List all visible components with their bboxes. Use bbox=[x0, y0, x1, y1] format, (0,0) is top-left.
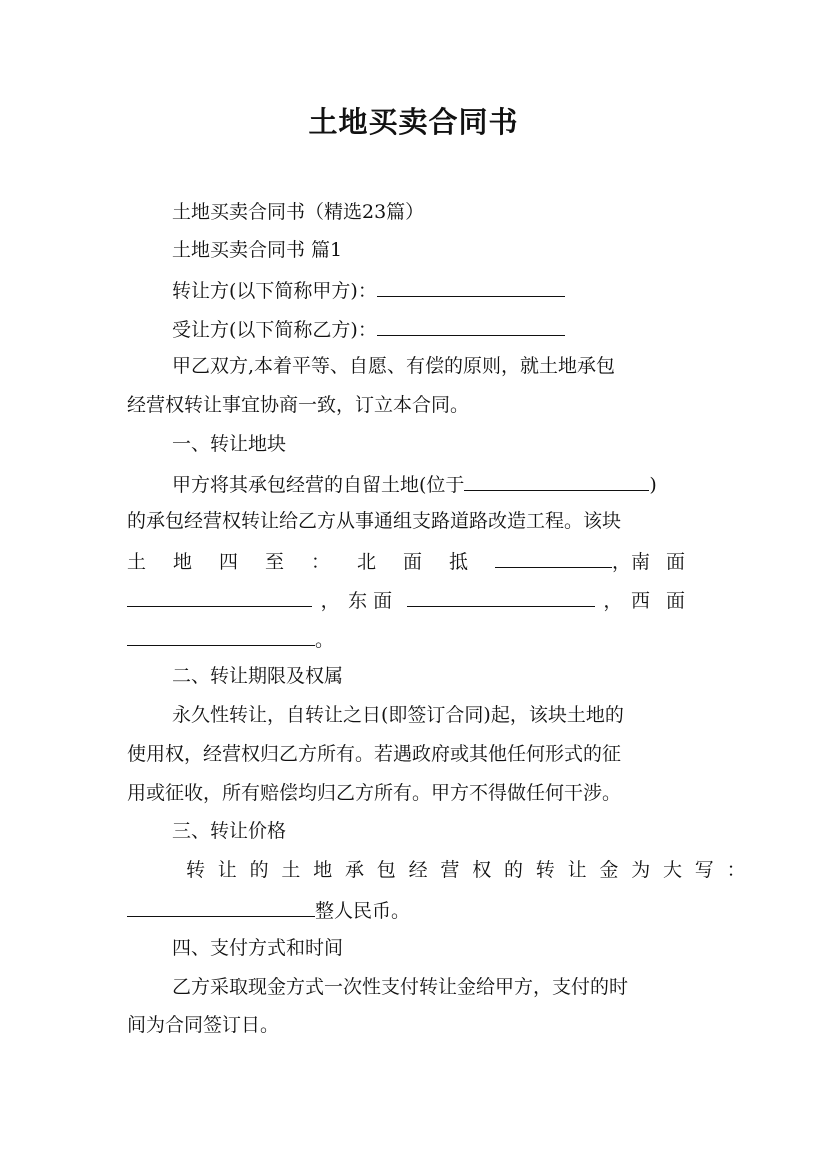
clause3-line-1: 转让的土地承包经营权的转让金为大写： bbox=[186, 859, 759, 881]
section-heading: 土地买卖合同书 篇1 bbox=[172, 239, 343, 261]
clause2-line-3: 用或征收，所有赔偿均归乙方所有。甲方不得做任何干涉。 bbox=[127, 782, 622, 804]
boundary-south-blank[interactable] bbox=[127, 586, 312, 607]
boundary-west-label: 西面 bbox=[630, 590, 701, 612]
price-blank[interactable] bbox=[127, 896, 315, 917]
clause4-heading: 四、支付方式和时间 bbox=[172, 937, 344, 959]
clause1-line-5-end: 。 bbox=[315, 629, 335, 651]
clause1-line-1 bbox=[172, 470, 657, 498]
transferee-label: 受让方(以下简称乙方)： bbox=[172, 319, 377, 341]
transferee-line bbox=[172, 315, 565, 343]
clause4-line-2: 间为合同签订日。 bbox=[127, 1014, 280, 1036]
clause4-line-1: 乙方采取现金方式一次性支付转让金给甲方，支付的时 bbox=[172, 976, 629, 998]
transferee-blank[interactable] bbox=[377, 315, 565, 336]
clause1-heading: 一、转让地块 bbox=[172, 433, 287, 455]
boundary-east-label: 东面 bbox=[348, 590, 399, 612]
boundary-east-blank[interactable] bbox=[407, 586, 595, 607]
clause1-line-4 bbox=[127, 586, 701, 614]
boundary-south-label: 南面 bbox=[630, 551, 701, 573]
clause3-line-2-end: 整人民币。 bbox=[315, 900, 411, 922]
clause2-line-2: 使用权，经营权归乙方所有。若遇政府或其他任何形式的征 bbox=[127, 743, 622, 765]
boundary-west-blank[interactable] bbox=[127, 625, 315, 646]
boundary-north-blank[interactable] bbox=[495, 547, 612, 568]
clause1-line-3 bbox=[127, 547, 701, 575]
clause1-line-2: 的承包经营权转让给乙方从事通组支路道路改造工程。该块 bbox=[127, 510, 622, 532]
boundary-comma: ， bbox=[611, 551, 631, 573]
clause3-line-2 bbox=[127, 896, 410, 924]
clause2-heading: 二、转让期限及权属 bbox=[172, 665, 344, 687]
transferor-line bbox=[172, 276, 565, 304]
boundary-north-label: 土地四至：北面抵 bbox=[127, 551, 496, 573]
transferor-label: 转让方(以下简称甲方)： bbox=[172, 280, 377, 302]
intro-line-1: 甲乙双方,本着平等、自愿、有偿的原则，就土地承包 bbox=[172, 355, 616, 377]
clause1-line-5 bbox=[127, 625, 334, 653]
boundary-comma: ， bbox=[603, 590, 623, 612]
document-title: 土地买卖合同书 bbox=[308, 105, 519, 139]
clause2-line-1: 永久性转让，自转让之日(即签订合同)起，该块土地的 bbox=[172, 704, 624, 726]
clause3-heading: 三、转让价格 bbox=[172, 820, 287, 842]
document-subtitle: 土地买卖合同书（精选23篇） bbox=[172, 201, 425, 223]
clause1-line-1-text: 甲方将其承包经营的自留土地(位于 bbox=[172, 474, 465, 496]
boundary-comma: ， bbox=[320, 590, 340, 612]
clause1-line-1-close: ) bbox=[649, 474, 657, 496]
location-blank[interactable] bbox=[464, 470, 649, 491]
transferor-blank[interactable] bbox=[377, 276, 565, 297]
intro-line-2: 经营权转让事宜协商一致，订立本合同。 bbox=[127, 394, 470, 416]
